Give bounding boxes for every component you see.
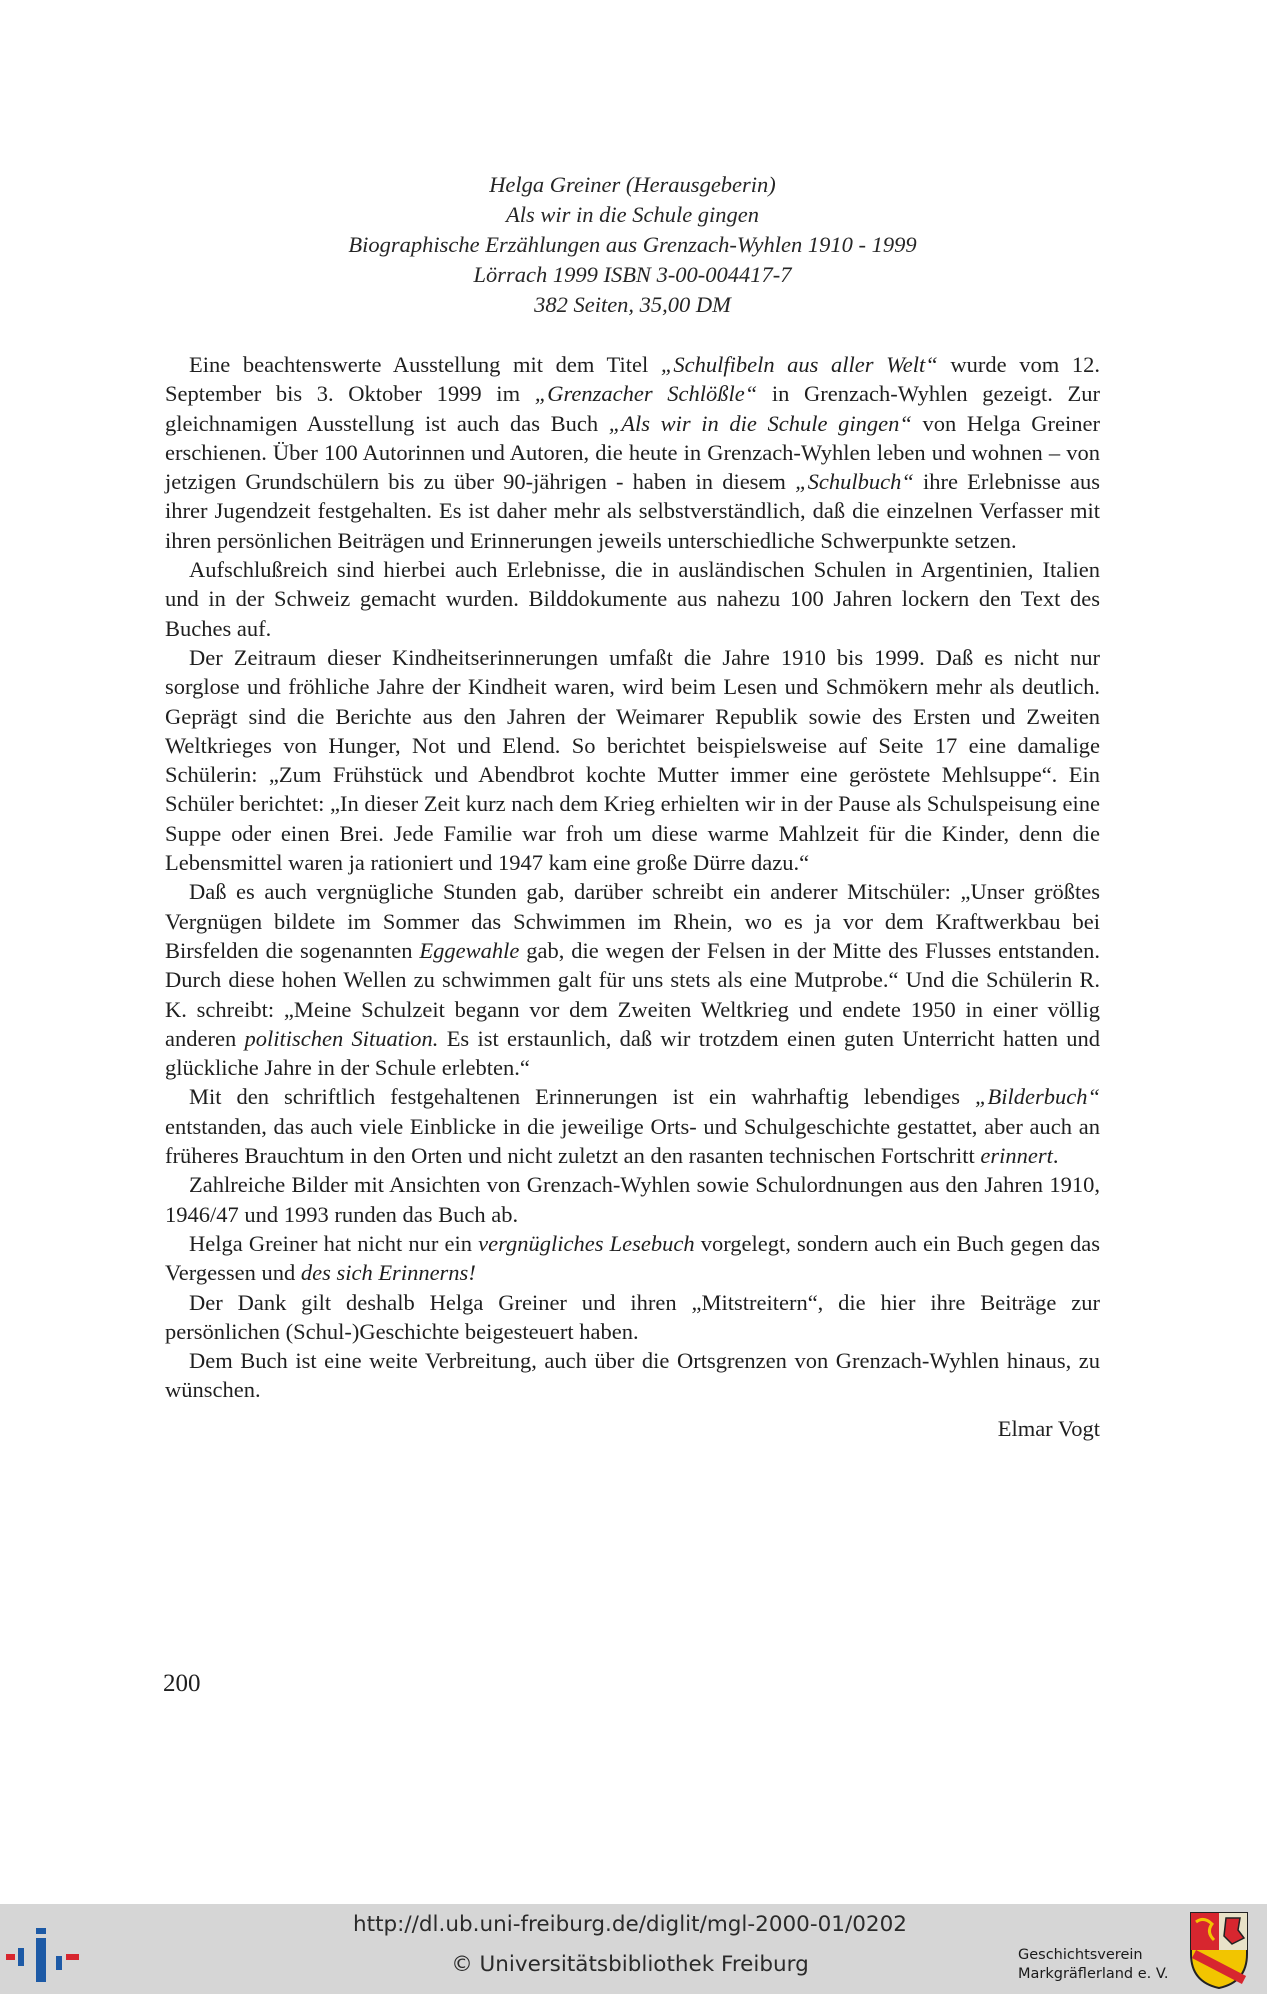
paragraph: Der Dank gilt deshalb Helga Greiner und ihren „Mitstreitern“, die hier ihre Beiträge zur persönlichen (Schul-)Geschichte beigesteuert haben. — [165, 1289, 1100, 1344]
text-run: von Helga Greiner erschienen. Über 100 Autorinnen und Autoren, die heute in Grenzach-Wyhlen leben und wohnen – von jetzigen Grundschülern bis zu über 90-jährigen - haben in diesem — [165, 410, 1100, 495]
text-run: in Grenzach-Wyhlen gezeigt. Zur gleichnamigen Ausstellung ist auch das Buch — [165, 381, 1100, 436]
paragraph — [165, 1229, 1100, 1288]
text-run: Eine beachtenswerte Ausstellung mit dem Titel — [189, 352, 661, 377]
book-subtitle: Biographische Erzählungen aus Grenzach-Wyhlen 1910 - 1999 — [348, 232, 917, 257]
italic-text: Eggewahle — [419, 937, 520, 963]
society-name-line: Markgräflerland e. V. — [1018, 1966, 1169, 1982]
text-run: Helga Greiner hat nicht nur ein — [189, 1230, 479, 1256]
italic-text: erinnert — [980, 1143, 1053, 1169]
page-number: 200 — [163, 1670, 201, 1697]
italic-text: „Grenzacher Schlößle“ — [534, 381, 758, 407]
publication-info: Lörrach 1999 ISBN 3-00-004417-7 — [473, 262, 792, 287]
paragraph: Aufschlußreich sind hierbei auch Erlebnisse, die in ausländischen Schulen in Argentinien, Italien und in der Schweiz gemacht wurden. Bilddokumente aus nahezu 100 Jahren lockern den Text des Buches auf. — [165, 557, 1100, 641]
text-run: Es ist erstaunlich, daß wir trotzdem einen guten Unterricht hatten und glückliche Jahre in der Schule erlebten.“ — [165, 1025, 1100, 1081]
text-run: . — [1052, 1143, 1059, 1169]
society-name-line: Geschichtsverein — [1018, 1947, 1143, 1963]
document-url-link[interactable]: http://dl.ub.uni-freiburg.de/diglit/mgl-2000-01/0202 — [353, 1912, 907, 1937]
paragraph — [165, 350, 1100, 555]
page-count-price: 382 Seiten, 35,00 DM — [534, 292, 731, 317]
paragraph: Zahlreiche Bilder mit Ansichten von Grenzach-Wyhlen sowie Schulordnungen aus den Jahren 1910, 1946/47 und 1993 runden das Buch ab. — [165, 1172, 1100, 1227]
text-run: vorgelegt, sondern auch ein Buch gegen das Vergessen und — [165, 1230, 1101, 1286]
paragraph: Der Zeitraum dieser Kindheitserinnerungen umfaßt die Jahre 1910 bis 1999. Daß es nicht nur sorglose und fröhliche Jahre der Kindheit waren, wird beim Lesen und Schmökern mehr als deutlich. Geprägt sind die Berichte aus den Jahren der Weimarer Republik sowie des Ersten und Zweiten Weltkrieges von Hunger, Not und Elend. So berichtet beispielsweise auf Seite 17 eine damalige Schülerin: „Zum Frühstück und Abendbrot kochte Mutter immer eine geröstete Mehlsuppe“. Ein Schüler berichtet: „In dieser Zeit kurz nach dem Krieg erhielten wir in der Pause als Schulspeisung eine Suppe oder einen Brei. Jede Familie war froh um diese warme Mahlzeit für die Kinder, denn die Lebensmittel waren ja rationiert und 1947 kam eine große Dürre dazu.“ — [165, 644, 1100, 876]
paragraph — [165, 1082, 1100, 1170]
text-run: entstanden, das auch viele Einblicke in die jeweilige Orts- und Schulgeschichte gestattet, aber auch an früheres Brauchtum in den Orten und nicht zuletzt an den rasanten technischen Fortschritt — [165, 1113, 1100, 1169]
italic-text: „Bilderbuch“ — [974, 1084, 1100, 1110]
paragraph: Dem Buch ist eine weite Verbreitung, auch über die Ortsgrenzen von Grenzach-Wyhlen hinaus, zu wünschen. — [165, 1348, 1100, 1403]
footer-bar — [0, 1904, 1267, 1994]
copyright-text: © Universitätsbibliothek Freiburg — [451, 1952, 809, 1977]
text-run: Daß es auch vergnügliche Stunden gab, darüber schreibt ein anderer Mitschüler: „Unser größtes Vergnügen bildete im Sommer das Schwimmen im Rhein, wo es ja vor dem Kraftwerkbau bei Birsfelden die sogenannten — [165, 879, 1100, 963]
italic-text: „Als wir in die Schule gingen“ — [608, 410, 912, 436]
library-logo-icon[interactable] — [6, 1912, 82, 1992]
coat-of-arms-icon — [1188, 1910, 1250, 1990]
italic-text: politischen Situation. — [244, 1025, 439, 1051]
italic-text: des sich Erinnerns! — [300, 1260, 476, 1286]
text-run: gab, die wegen der Felsen in der Mitte des Flusses entstanden. Durch diese hohen Wellen zu schwimmen galt für uns stets als eine Mutprobe.“ Und die Schülerin R. K. schreibt: „Meine Schulzeit begann vor dem Zweiten Weltkrieg und endete 1950 in einer völlig anderen — [165, 937, 1100, 1051]
paragraph — [165, 877, 1100, 1082]
book-title: Als wir in die Schule gingen — [505, 202, 760, 227]
editor-line: Helga Greiner (Herausgeberin) — [489, 172, 776, 197]
society-name — [1018, 1946, 1169, 1984]
review-body — [165, 350, 1100, 1443]
italic-text: „Schulbuch“ — [795, 469, 914, 495]
italic-text: vergnügliches Lesebuch — [478, 1230, 695, 1256]
author-signature: Elmar Vogt — [997, 1415, 1100, 1441]
text-run: ihre Erlebnisse aus ihrer Jugendzeit festgehalten. Es ist daher mehr als selbstverständlich, daß die einzelnen Verfasser mit ihren persönlichen Beiträgen und Erinnerungen jeweils unterschiedliche Schwerpunkte setzen. — [165, 469, 1100, 553]
book-header — [165, 170, 1100, 320]
italic-text: „Schulfibeln aus aller Welt“ — [660, 352, 938, 377]
text-run: Mit den schriftlich festgehaltenen Erinnerungen ist ein wahrhaftig lebendiges — [189, 1084, 975, 1110]
text-run: wurde vom 12. September bis 3. Oktober 1999 im — [165, 352, 1100, 407]
